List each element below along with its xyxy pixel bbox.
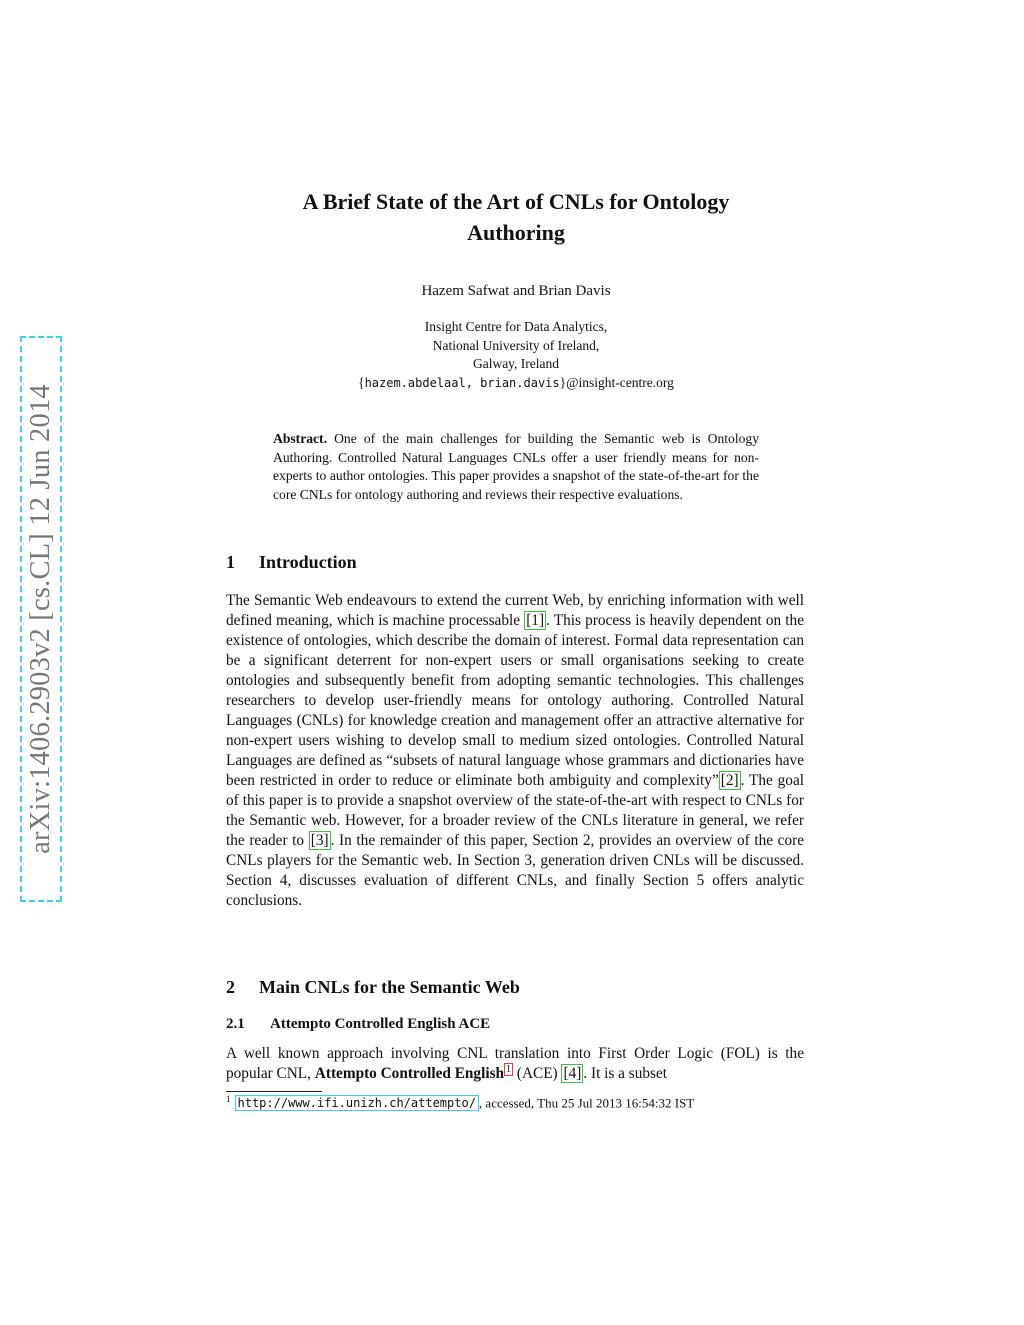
section-1-number: 1 [226, 552, 235, 572]
footnote-text: , accessed, Thu 25 Jul 2013 16:54:32 IST [478, 1095, 695, 1111]
citation-link-1[interactable]: [1] [526, 612, 545, 629]
section-2-paragraph [226, 1044, 804, 1084]
email-line [226, 374, 806, 393]
ace-text-2: (ACE) [513, 1065, 562, 1082]
intro-text-2: . This process is heavily dependent on the existence of ontologies, which describe the domain of interest. Formal data representation can be a significant deterrent for non-expert users or small organisations seeking to create ontologies and subsequently benefit from adopting semantic technologies. This challenges researchers to develop user-friendly means for ontology authoring. Controlled Natural Languages (CNLs) for knowledge creation and management offer an attractive alternative for non-expert users wishing to develop small to medium sized ontologies. Controlled Natural Languages are defined as “subsets of natural language whose grammars and dictionaries have been restricted in order to reduce or eliminate both ambiguity and complexity” [226, 612, 804, 789]
email-brace-open: { [358, 374, 365, 390]
citation-link-3[interactable]: [3] [310, 832, 329, 849]
email-brace-close: } [559, 374, 567, 390]
ace-text-1: A well known approach involving CNL translation into First Order Logic (FOL) is the popular CNL, [226, 1045, 804, 1082]
abstract-label: Abstract. [273, 431, 327, 446]
email-domain: @insight-centre.org [566, 374, 674, 390]
arxiv-sidebar-stamp[interactable] [20, 336, 62, 902]
authors: Hazem Safwat and Brian Davis [421, 283, 611, 299]
section-2-heading [226, 977, 520, 998]
affiliation-line-3: Galway, Ireland [472, 356, 560, 371]
intro-text-1: The Semantic Web endeavours to extend the current Web, by enriching information with well defined meaning, which is machine processable [226, 592, 804, 629]
footnote-ref-1[interactable]: 1 [506, 1063, 512, 1075]
abstract-text: One of the main challenges for building the Semantic web is Ontology Authoring. Controlled Natural Languages CNLs offer a user friendly means for non-experts to author ontologies. This paper provides a snapshot of the state-of-the-art for the core CNLs for ontology authoring and reviews their respective evaluations. [273, 431, 759, 502]
section-2-title: Main CNLs for the Semantic Web [259, 977, 520, 997]
email-users: hazem.abdelaal, brian.davis [364, 375, 560, 390]
affiliation-line-1: Insight Centre for Data Analytics, [424, 319, 608, 334]
citation-link-4[interactable]: [4] [563, 1065, 582, 1082]
subsection-2-1-number: 2.1 [226, 1016, 245, 1032]
footnote-number: 1 [226, 1094, 231, 1104]
citation-link-2[interactable]: [2] [720, 772, 739, 789]
ace-text-3: . It is a subset [583, 1065, 668, 1082]
footnote-url-link[interactable]: http://www.ifi.unizh.ch/attempto/ [235, 1095, 479, 1111]
footnote-divider [226, 1091, 322, 1092]
subsection-2-1-heading [226, 1016, 490, 1033]
arxiv-identifier: arXiv:1406.2903v2 [cs.CL] 12 Jun 2014 [25, 384, 56, 854]
paper-title [226, 186, 806, 248]
title-line-2: Authoring [467, 220, 565, 245]
abstract [273, 430, 759, 504]
intro-text-4: . In the remainder of this paper, Section 2, provides an overview of the core CNLs players for the Semantic web. In Section 3, generation driven CNLs will be discussed. Section 4, discusses evaluation of different CNLs, and finally Section 5 offers analytic conclusions. [226, 832, 805, 909]
ace-name: Attempto Controlled English [314, 1065, 505, 1082]
intro-text-3: . The goal of this paper is to provide a snapshot overview of the state-of-the-art with respect to CNLs for the Semantic web. However, for a broader review of the CNLs literature in general, we refer the reader to [226, 772, 804, 849]
section-2-number: 2 [226, 977, 235, 997]
section-1-title: Introduction [259, 552, 357, 572]
title-line-1: A Brief State of the Art of CNLs for Ontology [302, 189, 730, 214]
affiliation-block [226, 318, 806, 392]
footnote-1 [226, 1094, 826, 1111]
section-1-heading [226, 552, 357, 573]
affiliation-line-2: National University of Ireland, [432, 337, 600, 353]
subsection-2-1-title: Attempto Controlled English ACE [270, 1016, 491, 1032]
section-1-paragraph [226, 591, 804, 911]
